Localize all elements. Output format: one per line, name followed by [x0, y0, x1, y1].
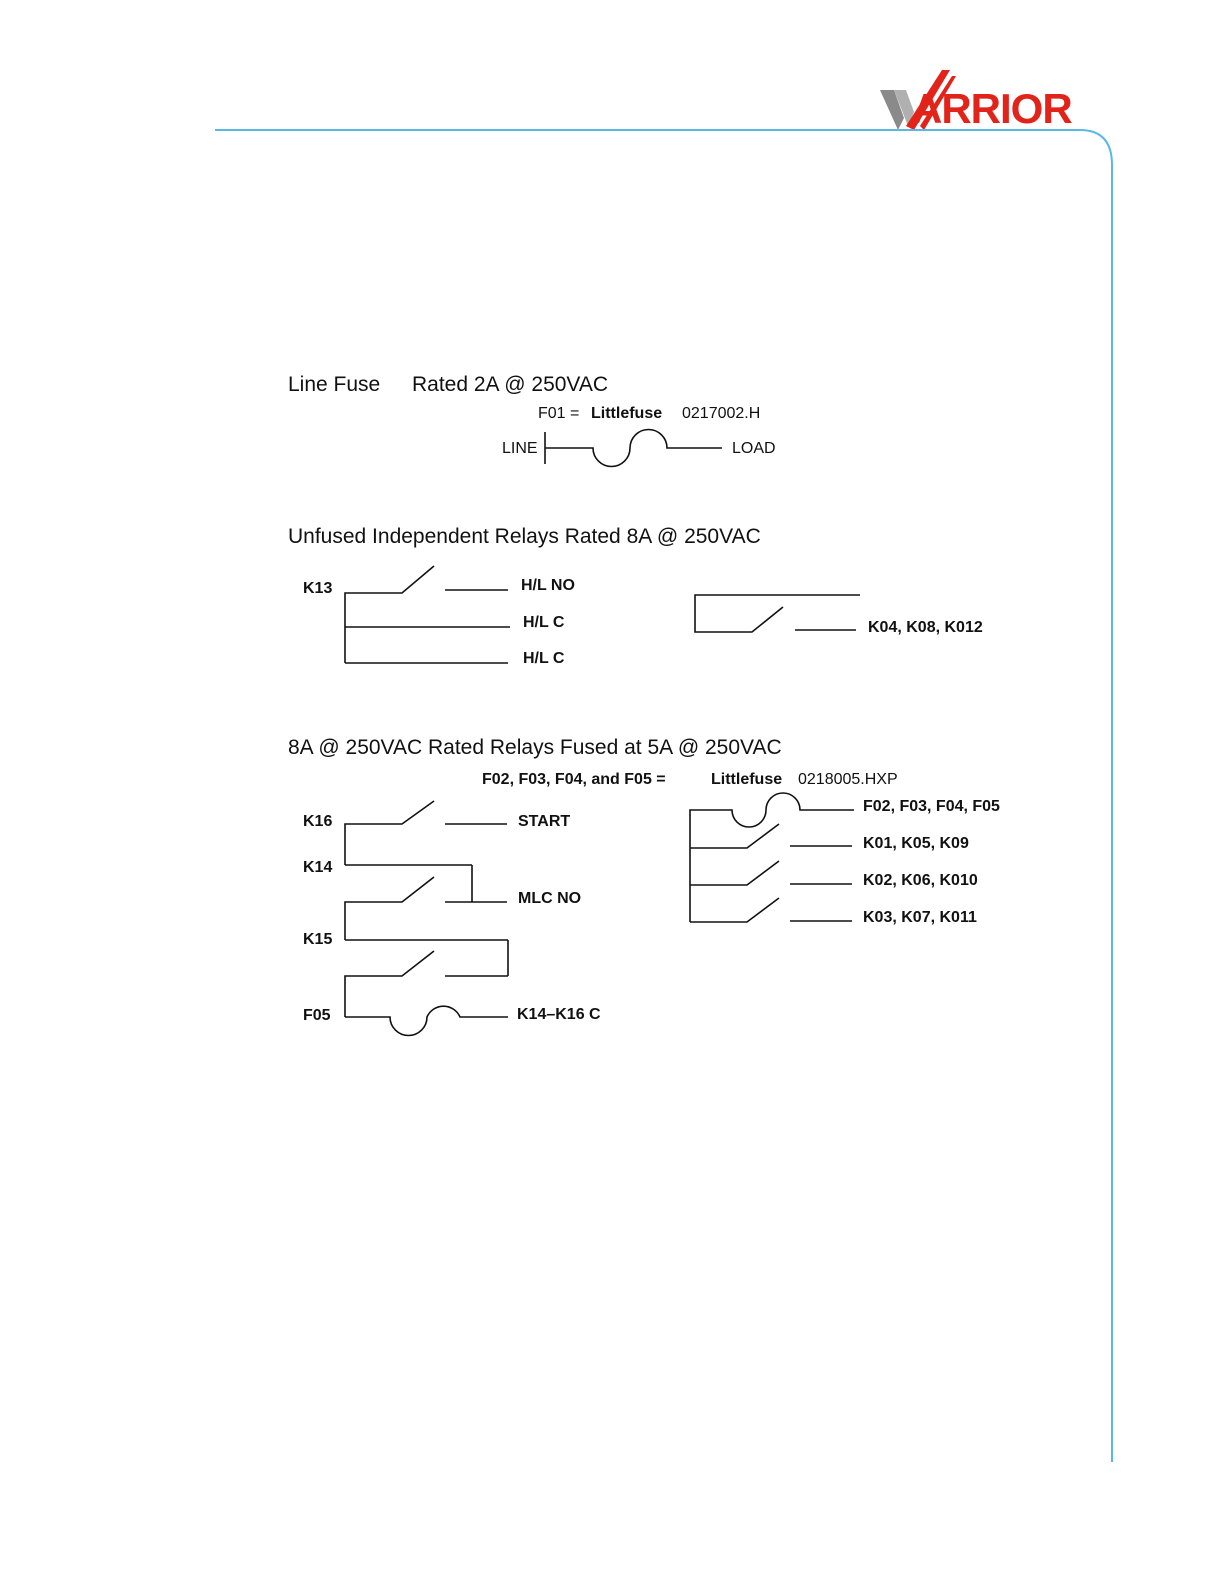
f02-f05-brand: Littlefuse — [711, 771, 783, 788]
load-label: LOAD — [732, 440, 776, 457]
k02-group-label: K02, K06, K010 — [863, 872, 978, 889]
section1-title-a: Line Fuse — [288, 373, 381, 396]
logo-wordmark: ARRIOR — [912, 85, 1072, 132]
line-fuse-symbol — [545, 430, 722, 467]
k13-label: K13 — [303, 580, 333, 597]
k01-group-label: K01, K05, K09 — [863, 835, 969, 852]
hl-no-label: H/L NO — [521, 577, 575, 594]
k16-label: K16 — [303, 813, 333, 830]
k15-label: K15 — [303, 931, 333, 948]
k14-k16-c-label: K14–K16 C — [517, 1006, 601, 1023]
k13-relay-contacts — [345, 566, 510, 663]
k03-group-label: K03, K07, K011 — [863, 909, 977, 926]
f05-label: F05 — [303, 1007, 331, 1024]
section2-title: Unfused Independent Relays Rated 8A @ 250VAC — [288, 525, 761, 548]
k14-label: K14 — [303, 859, 333, 876]
hl-c-label-2: H/L C — [523, 650, 565, 667]
k04-group-label: K04, K08, K012 — [868, 619, 983, 636]
start-label: START — [518, 813, 571, 830]
f01-brand: Littlefuse — [591, 405, 663, 422]
mlc-no-label: MLC NO — [518, 890, 582, 907]
fuse-group-label: F02, F03, F04, F05 — [863, 798, 1000, 815]
f01-part-number: 0217002.H — [682, 405, 761, 422]
k04-k08-k012-relay — [695, 595, 860, 632]
k14-k16-relay-ladder — [345, 801, 508, 1036]
hl-c-label-1: H/L C — [523, 614, 565, 631]
fused-relay-bank — [690, 793, 854, 922]
page-border-rule — [215, 130, 1112, 1462]
section3-title: 8A @ 250VAC Rated Relays Fused at 5A @ 250VAC — [288, 736, 782, 759]
f02-f05-prefix: F02, F03, F04, and F05 = — [482, 771, 666, 788]
f02-f05-part-number: 0218005.HXP — [798, 771, 898, 788]
line-label: LINE — [502, 440, 538, 457]
section1-title-b: Rated 2A @ 250VAC — [412, 373, 609, 396]
f01-prefix: F01 = — [538, 405, 580, 422]
